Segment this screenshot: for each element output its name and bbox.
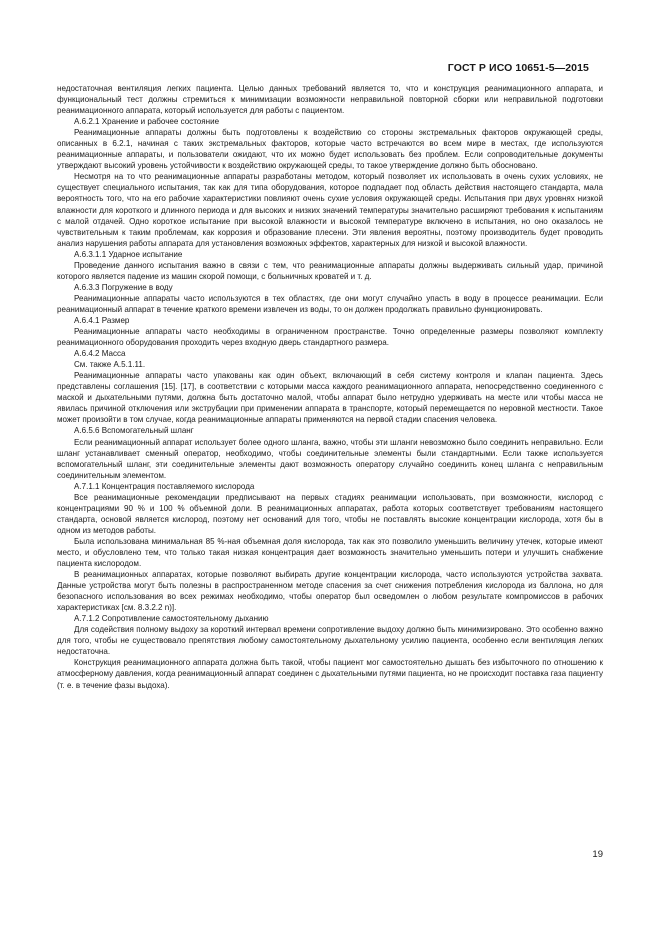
paragraph: В реанимационных аппаратах, которые позволяют выбирать другие концентрации кислорода, часто используются устройства захвата. Данные устройства могут быть полезны в распространенном методе спасения за счет снижения потребления кислорода из баллона, но для безопасного использования во всех режимах необходимо, чтобы оператор был осведомлен о любом результате компромиссов в рабочих характеристиках [см. 8.3.2.2 n)].	[57, 570, 603, 613]
paragraph: Несмотря на то что реанимационные аппараты разработаны методом, который позволяет их использовать в очень сухих условиях, не существует специального испытания, так как для типа оборудования, которое подпадает под область действия настоящего стандарта, мала вероятность того, что на его рабочие характеристики повлияют очень сухие условия окружающей среды. Испытания при двух уровнях низкой влажности для короткого и длинного периода и для высоких и низких значений температуры значительно расширяют требования к испытаниям с малой отдачей. Одно короткое испытание при высокой влажности и высокой температуре включено в испытания, но оно оказалось не чувствительным к таким проблемам, как коррозия и образование плесени. Эти явления вероятны, поэтому производитель будет проводить анализ нарушения работы аппарата для установления возможных эффектов, характерных для низкой и высокой влажности.	[57, 172, 603, 248]
body-text	[57, 83, 603, 691]
paragraph: Проведение данного испытания важно в связи с тем, что реанимационные аппараты должны выдерживать сильный удар, причиной которого является падение из машин скорой помощи, с больничных кроватей и т. д.	[57, 260, 603, 281]
paragraph: Если реанимационный аппарат использует более одного шланга, важно, чтобы эти шланги невозможно было соединить неправильно. Если шланг устанавливает сменный оператор, необходимо, чтобы соединительные элементы были стандартными. Если также используется вспомогательный шланг, эти соединительные элементы дают возможность оператору случайно соединить конец шланга с неправильным соединительным элементом.	[57, 437, 603, 480]
paragraph: Для содействия полному выдоху за короткий интервал времени сопротивление выдоху должно быть минимизировано. Это особенно важно для того, чтобы не существовало препятствия любому самостоятельному дыхательному усилию пациента, особенно если вентиляция легких недостаточна.	[57, 625, 603, 657]
paragraph: Реанимационные аппараты часто необходимы в ограниченном пространстве. Точно определенные размеры позволяют комплекту реанимационного оборудования проходить через входную дверь стандартного размера.	[57, 327, 603, 348]
section-heading: A.6.4.1 Размер	[74, 315, 130, 325]
paragraph: Реанимационные аппараты часто упакованы как один объект, включающий в себя систему контроля и клапан пациента. Здесь представлены соглашения [15]. [17], в соответствии с которыми масса каждого реанимационного аппарата, непосредственно соединенного с маской и дыхательными путями, должна быть достаточно малой, чтобы аппарат было нетрудно удерживать на месте или чтобы масса не явилась причиной отключения или экструбации при применении аппарата в транспорте, который перемещается по неровной местности. Такое может произойти в том случае, когда реанимационные аппараты применяются на первой стадии спасения человека.	[57, 371, 603, 425]
section-heading: A.6.4.2 Масса	[74, 349, 126, 359]
section-heading: A.7.1.1 Концентрация поставляемого кислорода	[74, 481, 255, 491]
section-heading: A.6.2.1 Хранение и рабочее состояние	[74, 117, 220, 127]
section-heading: A.6.3.1.1 Ударное испытание	[74, 249, 183, 259]
section-heading: A.6.3.3 Погружение в воду	[74, 282, 173, 292]
paragraph: Реанимационные аппараты часто используются в тех областях, где они могут случайно упасть в воду в процессе реанимации. Если реанимационный аппарат в течение краткого времени извлечен из воды, то он должен продолжать правильно функционировать.	[57, 293, 603, 314]
paragraph: Конструкция реанимационного аппарата должна быть такой, чтобы пациент мог самостоятельно дышать без избыточного по отношению к атмосферному давления, когда реанимационный аппарат соединен с дыхательными путями пациента, но не происходит поставка газа пациенту (т. е. в течение фазы выдоха).	[57, 658, 603, 690]
section-heading: A.7.1.2 Сопротивление самостоятельному дыханию	[74, 614, 269, 624]
paragraph: Все реанимационные рекомендации предписывают на первых стадиях реанимации использовать, при возможности, кислород с концентрациями 90 % и 100 % объемной доли. В реанимационных аппаратах, работа которых соответствует требованиям настоящего стандарта, основой является кислород, поэтому нет оснований для того, чтобы не поставлять высокие концентрации кислорода, хотя бы в одном из методов работы.	[57, 492, 603, 535]
page-number: 19	[592, 849, 603, 860]
paragraph: Была использована минимальная 85 %-ная объемная доля кислорода, так как это позволило уменьшить величину утечек, которые имеют место, и обусловлено тем, что только такая низкая концентрация дает возможность значительно уменьшить потери и улучшить снабжение пациента кислородом.	[57, 536, 603, 569]
paragraph: недостаточная вентиляция легких пациента. Целью данных требований является то, что и конструкция реанимационного аппарата, и функциональный тест должны стремиться к минимизации возможности неправильной повторной сборки или неправильной подготовки реанимационного аппарата, который используется для работы с пациентом.	[57, 84, 603, 116]
paragraph: Реанимационные аппараты должны быть подготовлены к воздействию со стороны экстремальных факторов окружающей среды, описанных в 6.2.1, начиная с таких экстремальных факторов, которые часто встречаются во всем мире в местах, где используются реанимационные аппараты, и пользователи ожидают, что их можно будет использовать без проблем. Если сопроводительные документы утверждают высокий уровень устойчивости к воздействию окружающей среды, то такое утверждение должно быть обосновано.	[57, 128, 603, 171]
section-heading: A.6.5.6 Вспомогательный шланг	[74, 426, 194, 436]
section-heading: См. также A.5.1.11.	[74, 360, 146, 370]
document-code: ГОСТ Р ИСО 10651-5—2015	[447, 62, 589, 74]
